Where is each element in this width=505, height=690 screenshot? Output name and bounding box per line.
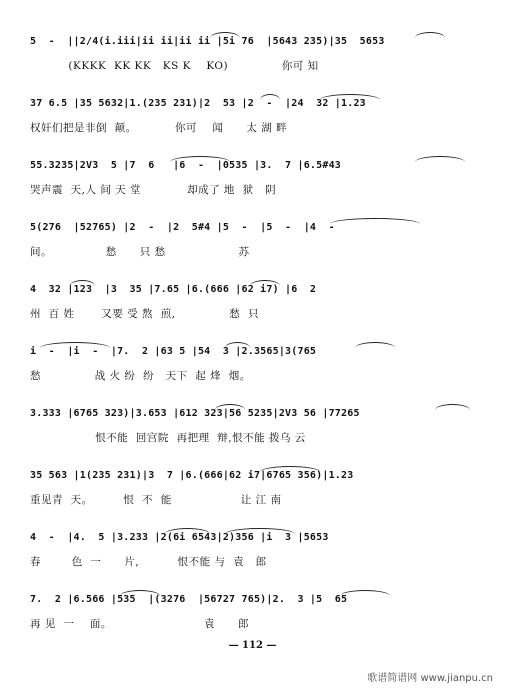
site-watermark: 歌谱简谱网 www.jianpu.cn: [367, 673, 493, 684]
slur-mark: [415, 156, 465, 162]
notation-row: 35 563 |1(235 231)|3 7 |6.(666|62 i7|6765 356)|1.23: [30, 470, 360, 481]
lyrics-row: 愁 战 火 纷 纷 天下 起 烽 烟。: [30, 370, 251, 382]
slur-mark: [355, 342, 395, 348]
notation-row: 7. 2 |6.566 |535 |(3276 |56727 765)|2. 3 |5 65: [30, 594, 354, 605]
slur-mark: [340, 590, 390, 596]
notation-row: 55.3235|2V3 5 |7 6 |6 - |0535 |3. 7 |6.5#43: [30, 160, 348, 171]
slur-mark: [70, 280, 95, 286]
slur-mark: [165, 528, 210, 534]
lyrics-row: 春 色 一 片, 恨不能 与 袁 郎: [30, 556, 267, 568]
slur-mark: [225, 342, 250, 348]
slur-mark: [250, 280, 280, 286]
lyrics-row: 重见青 天。 恨 不 能 让 江 南: [30, 494, 282, 506]
slur-mark: [260, 94, 280, 100]
page-number: — 112 —: [228, 640, 277, 651]
notation-row: 4 - |4. 5 |3.233 |2(6i 6543|2)356 |i 3 |5653: [30, 532, 335, 543]
notation-row: 4 32 |123 |3 35 |7.65 |6.(666 |62 i7) |6 2: [30, 284, 329, 295]
slur-mark: [215, 404, 245, 410]
lyrics-row: 再 见 一 面。 袁 郎: [30, 618, 249, 630]
slur-mark: [260, 466, 320, 472]
slur-mark: [225, 528, 295, 534]
lyrics-row: 哭声震 天,人 间 天 堂 却成了 地 狱 阴: [30, 184, 277, 196]
lyrics-row: 权奸们把是非倒 颠。 你可 闻 太 湖 畔: [30, 122, 288, 134]
slur-mark: [40, 342, 110, 348]
lyrics-row: (KKKK KK KK KS K KO) 你可 知: [30, 60, 319, 72]
lyrics-row: 间。 愁 只 愁 苏: [30, 246, 250, 258]
slur-mark: [415, 32, 445, 38]
slur-mark: [320, 94, 380, 100]
slur-mark: [330, 218, 420, 224]
notation-row: 37 6.5 |35 5632|1.(235 231)|2 53 |2 - |24 32 |1.23: [30, 98, 373, 109]
slur-mark: [170, 156, 230, 162]
slur-mark: [210, 32, 240, 38]
notation-row: i - |i - |7. 2 |63 5 |54 3 |2.3565|3(765: [30, 346, 323, 357]
lyrics-row: 恨不能 回宫院 再把理 辩,恨不能 拨乌 云: [30, 432, 306, 444]
lyrics-row: 州 百 姓 又要 受 熬 煎, 愁 只: [30, 308, 259, 320]
slur-mark: [120, 590, 160, 596]
notation-row: 3.333 |6765 323)|3.653 |612 323|56 5235|2V3 56 |77265: [30, 408, 366, 419]
notation-row: 5(276 |52765) |2 - |2 5#4 |5 - |5 - |4 -: [30, 222, 348, 233]
slur-mark: [435, 404, 470, 410]
notation-row: 5 - ||2/4(i.iii|ii ii|ii ii |5i 76 |5643 235)|35 5653: [30, 36, 391, 47]
